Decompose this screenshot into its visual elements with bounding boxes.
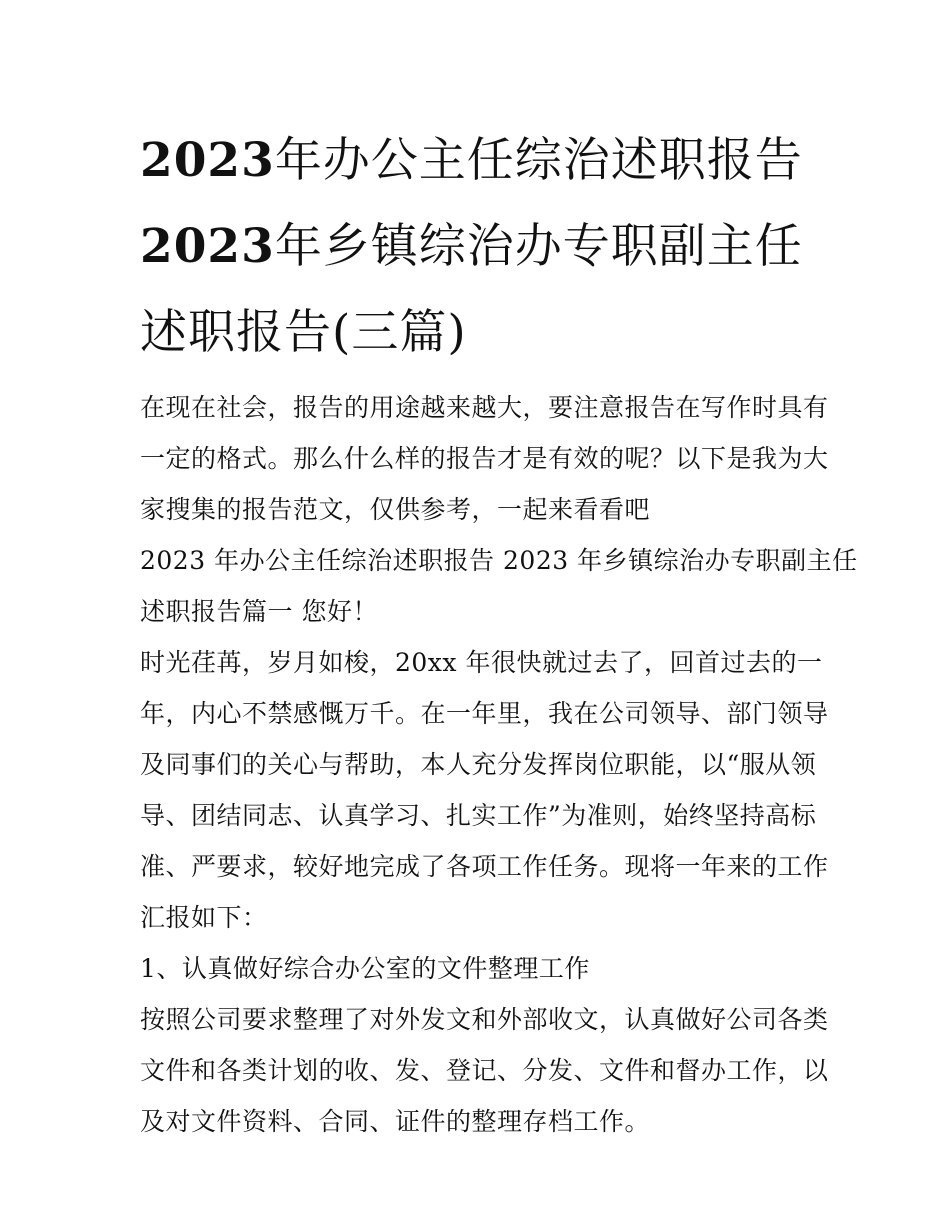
section-heading-paragraph xyxy=(140,535,858,637)
body-paragraph xyxy=(140,994,829,1147)
text-line: 文件和各类计划的收、发、登记、分发、文件和督办工作，以 xyxy=(140,1056,829,1085)
list-item-heading xyxy=(140,943,815,994)
title-year: 2023 xyxy=(140,219,275,274)
text-line: 时光荏苒，岁月如梭，20xx 年很快就过去了，回首过去的一 xyxy=(140,648,823,677)
text-line: 及对文件资料、合同、证件的整理存档工作。 xyxy=(140,1107,651,1136)
text-line: 按照公司要求整理了对外发文和外部收文，认真做好公司各类 xyxy=(140,1005,829,1034)
text-line: 一定的格式。那么什么样的报告才是有效的呢？以下是我为大 xyxy=(140,444,829,473)
document-title xyxy=(140,118,815,376)
body-paragraph xyxy=(140,637,829,943)
text-line: 准、严要求，较好地完成了各项工作任务。现将一年来的工作 xyxy=(140,852,829,881)
document-body xyxy=(140,118,858,1147)
text-line: 2023 年办公主任综治述职报告 2023 年乡镇综治办专职副主任 xyxy=(140,546,858,575)
text-line: 导、团结同志、认真学习、扎实工作”为准则，始终坚持高标 xyxy=(140,801,817,830)
title-text: 年办公主任综治述职报告 xyxy=(274,133,803,188)
text-line: 1、认真做好综合办公室的文件整理工作 xyxy=(140,954,590,983)
text-line: 在现在社会，报告的用途越来越大，要注意报告在写作时具有 xyxy=(140,393,829,422)
title-line xyxy=(140,118,815,204)
title-text: 述职报告(三篇) xyxy=(140,305,467,360)
text-line: 家搜集的报告范文，仅供参考，一起来看看吧 xyxy=(140,495,651,524)
title-line xyxy=(140,290,815,376)
title-year: 2023 xyxy=(140,133,275,188)
text-line: 年，内心不禁感慨万千。在一年里，我在公司领导、部门领导 xyxy=(140,699,829,728)
text-line: 汇报如下： xyxy=(140,903,268,932)
text-line: 及同事们的关心与帮助，本人充分发挥岗位职能，以“服从领 xyxy=(140,750,817,779)
title-line xyxy=(140,204,815,290)
text-line: 述职报告篇一 您好！ xyxy=(140,597,378,626)
intro-paragraph xyxy=(140,382,829,535)
title-text: 年乡镇综治办专职副主任 xyxy=(274,219,803,274)
